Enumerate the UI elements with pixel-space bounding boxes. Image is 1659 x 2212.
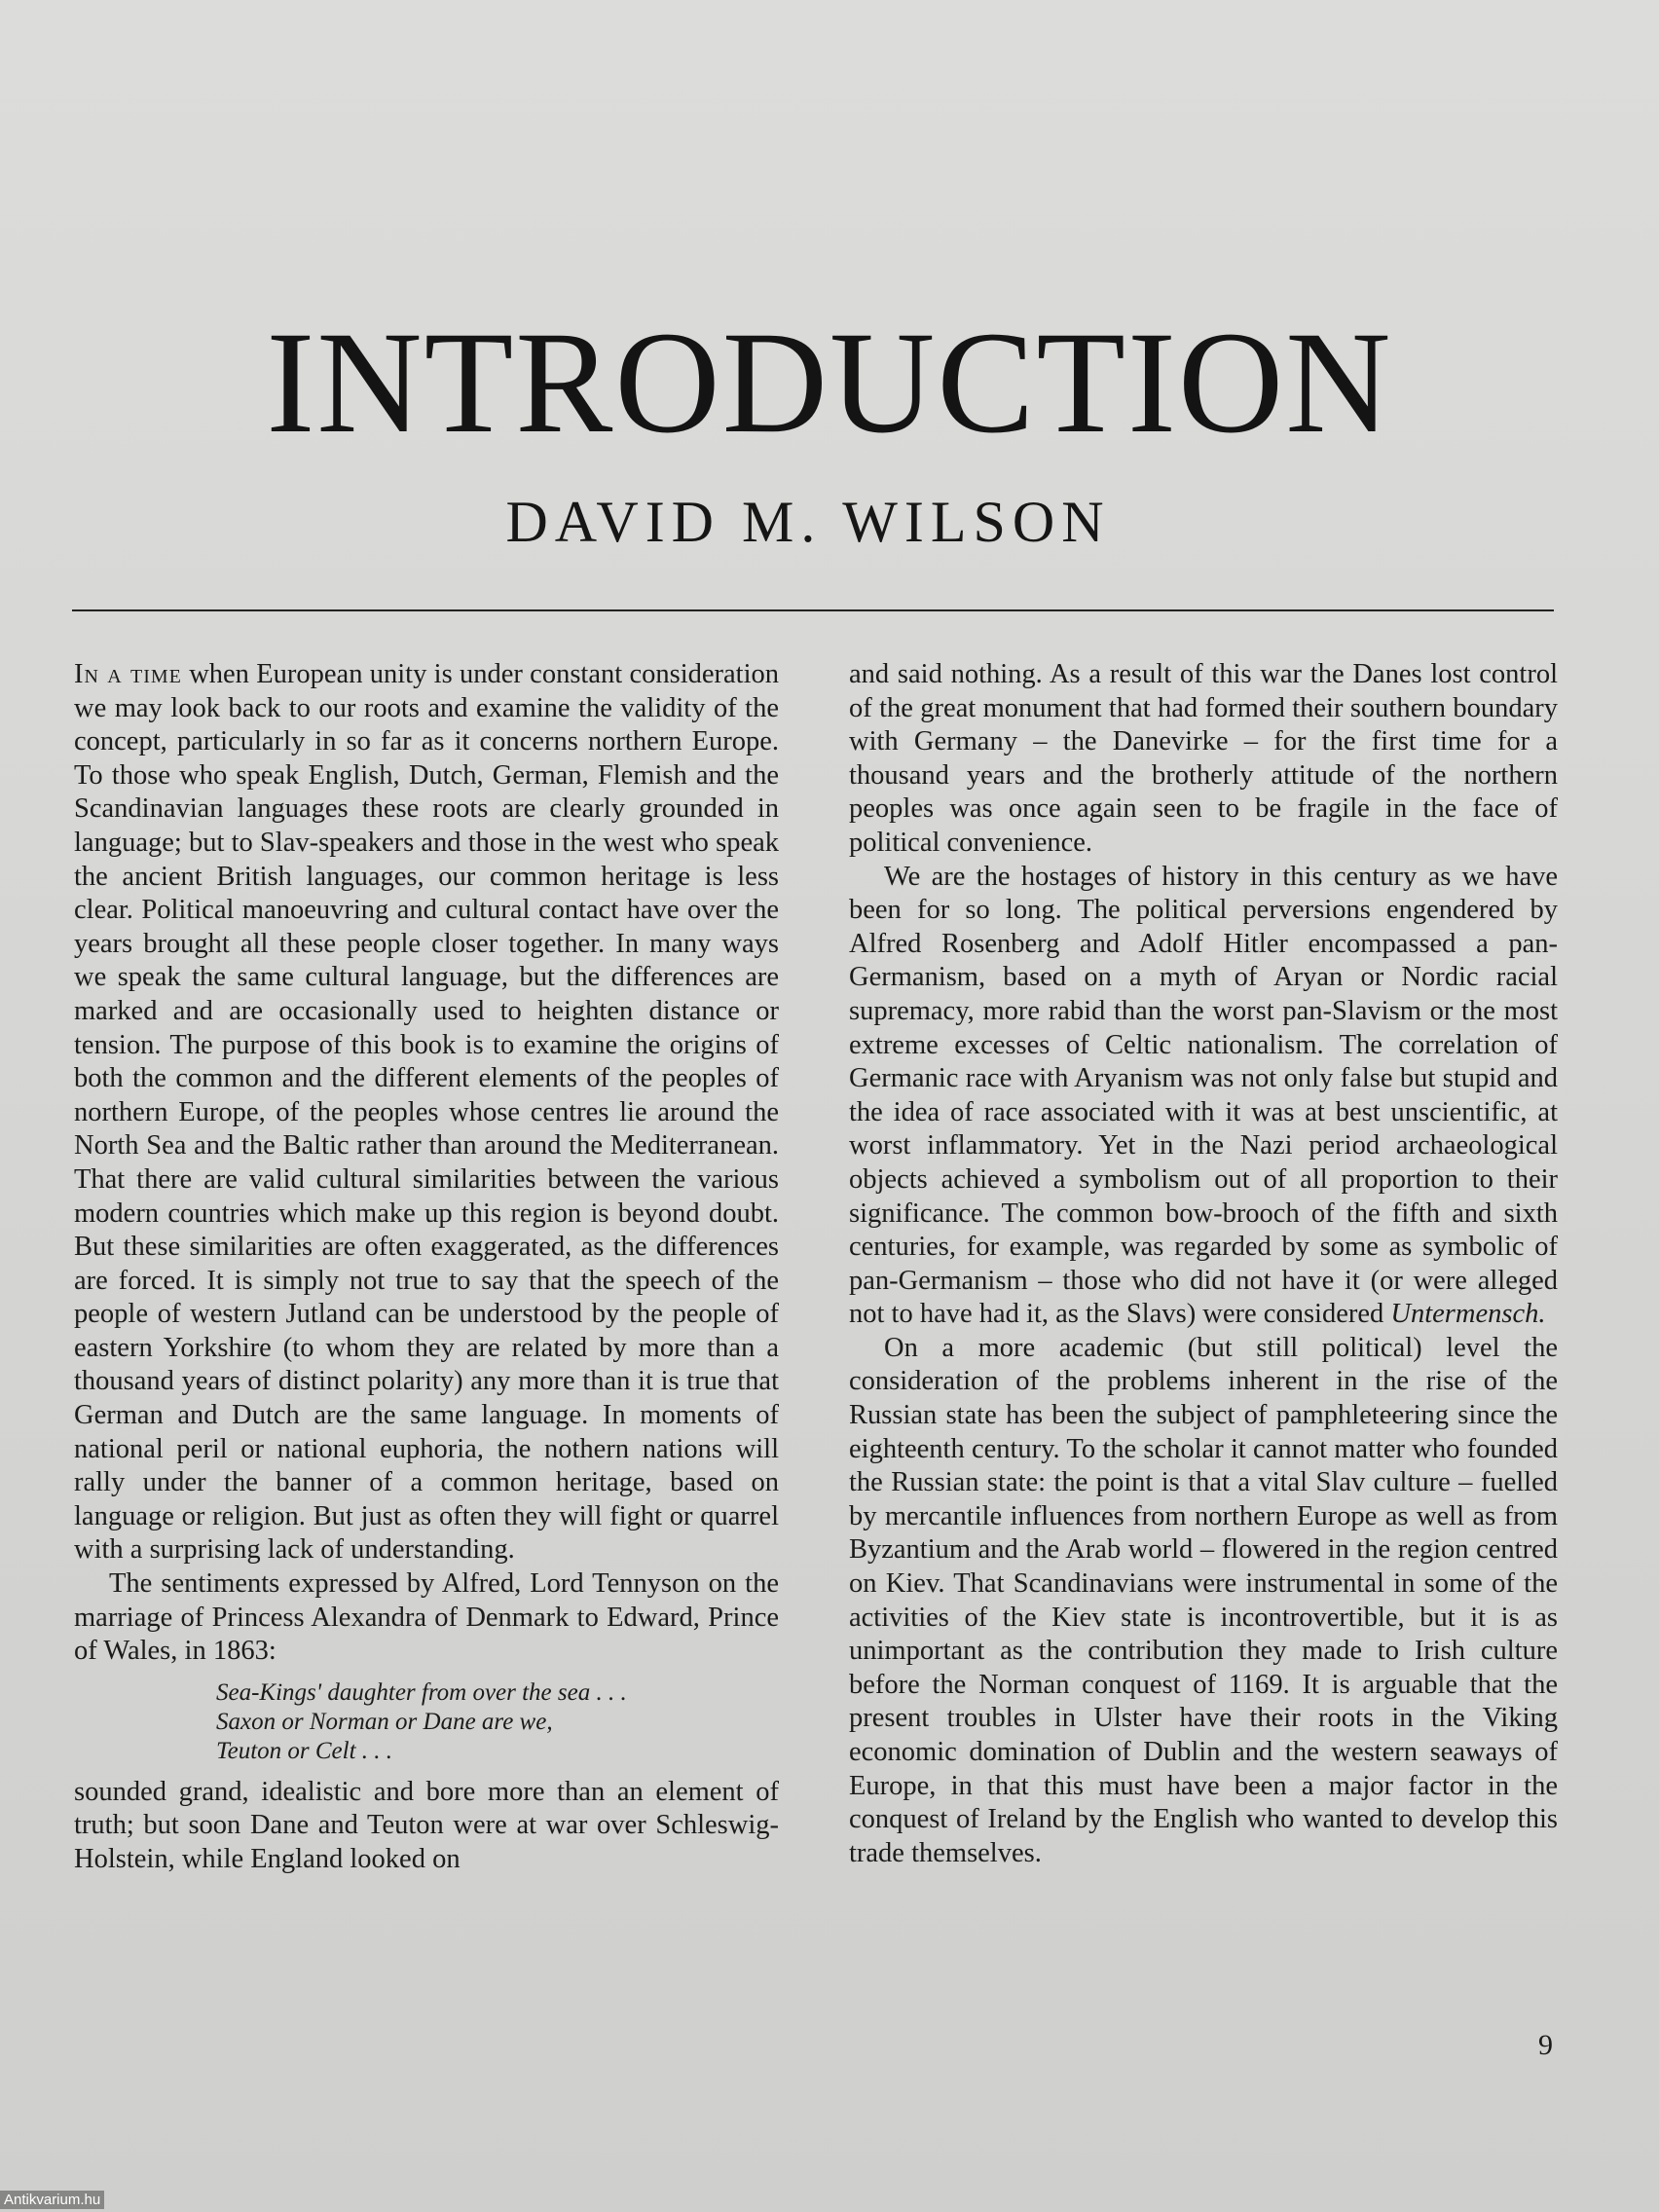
left-column <box>74 658 779 1877</box>
page-number: 9 <box>1538 2029 1553 2061</box>
paragraph-tennyson: The sentiments expressed by Alfred, Lord Tennyson on the marriage of Princess Alexandra of Denmark to Edward, Prince of Wales, in 1863: <box>74 1568 779 1667</box>
page-title: INTRODUCTION <box>266 302 1393 463</box>
opening-small-caps: In a time <box>74 659 182 689</box>
paragraph-opening <box>74 658 779 1567</box>
horizontal-rule <box>72 609 1554 611</box>
verse-quote <box>216 1678 779 1766</box>
right-column <box>849 658 1558 1870</box>
hostages-text: We are the hostages of history in this century as we have been for so long. The political perversions engendered by Alfred Rosenberg and Adolf Hitler encompassed a pan-Germanism, based on a myth of Aryan or Nordic racial supremacy, more rabid than the worst pan-Slavism or the most extreme excesses of Celtic nationalism. The correlation of Germanic race with Aryanism was not only false but stupid and the idea of race associated with it was at best unscientific, at worst inflammatory. Yet in the Nazi period archaeological objects achieved a symbolism out of all proportion to their significance. The common bow-brooch of the fifth and sixth centuries, for example, was regarded by some as symbolic of pan-Germanism – those who did not have it (or were alleged not to have had it, as the Slavs) were considered <box>849 861 1558 1330</box>
verse-line: Teuton or Celt . . . <box>216 1737 393 1764</box>
paragraph-hostages <box>849 861 1558 1332</box>
paragraph-russian-state: On a more academic (but still political) level the consideration of the problems inherent in the rise of the Russian state has been the subject of pamphleteering since the eighteenth century. To the scholar it cannot matter who founded the Russian state: the point is that a vital Slav culture – fuelled by mercantile influences from northern Europe as well as from Byzantium and the Arab world – flowered in the region centred on Kiev. That Scandinavians were instrumental in some of the activities of the Kiev state is incontrovertible, but it is as unimportant as the contribution they made to Irish culture before the Norman conquest of 1169. It is arguable that the present troubles in Ulster have their roots in the Viking economic domination of Dublin and the western seaways of Europe, in that this must have been a major factor in the conquest of Ireland by the English who wanted to develop this trade themselves. <box>849 1332 1558 1868</box>
paragraph-continuation: sounded grand, idealistic and bore more than an element of truth; but soon Dane and Teuton were at war over Schleswig-Holstein, while England looked on <box>74 1776 779 1874</box>
verse-line: Saxon or Norman or Dane are we, <box>216 1708 553 1735</box>
opening-text: when European unity is under constant consideration we may look back to our roots and examine the validity of the concept, particularly in so far as it concerns northern Europe. To those who speak English, Dutch, German, Flemish and the Scandinavian languages these roots are clearly grounded in language; but to Slav-speakers and those in the west who speak the ancient British languages, our common heritage is less clear. Political manoeuvring and cultural contact have over the years brought all these people closer together. In many ways we speak the same cultural language, but the differences are marked and are occasionally used to heighten distance or tension. The purpose of this book is to examine the origins of both the common and the different elements of the peoples of northern Europe, of the peoples whose centres lie around the North Sea and the Baltic rather than around the Mediterranean. That there are valid cultural similarities between the various modern countries which make up this region is beyond doubt. But these similarities are often exaggerated, as the differences are forced. It is simply not true to say that the speech of the people of western Jutland can be understood by the people of eastern Yorkshire (to whom they are related by more than a thousand years of distinct polarity) any more than it is true that German and Dutch are the same language. In moments of national peril or national euphoria, the nothern nations will rally under the banner of a common heritage, based on language or religion. But just as often they will fight or quarrel with a surprising lack of understanding. <box>74 659 779 1566</box>
untermensch-term: Untermensch. <box>1390 1299 1546 1330</box>
author-name: DAVID M. WILSON <box>505 490 1111 554</box>
watermark: Antikvarium.hu <box>0 2191 104 2209</box>
paragraph-danes: and said nothing. As a result of this war the Danes lost control of the great monument that had formed their southern boundary with Germany – the Danevirke – for the first time for a thousand years and the brotherly attitude of the northern peoples was once again seen to be fragile in the face of political convenience. <box>849 659 1558 858</box>
verse-line: Sea-Kings' daughter from over the sea . . . <box>216 1678 627 1706</box>
